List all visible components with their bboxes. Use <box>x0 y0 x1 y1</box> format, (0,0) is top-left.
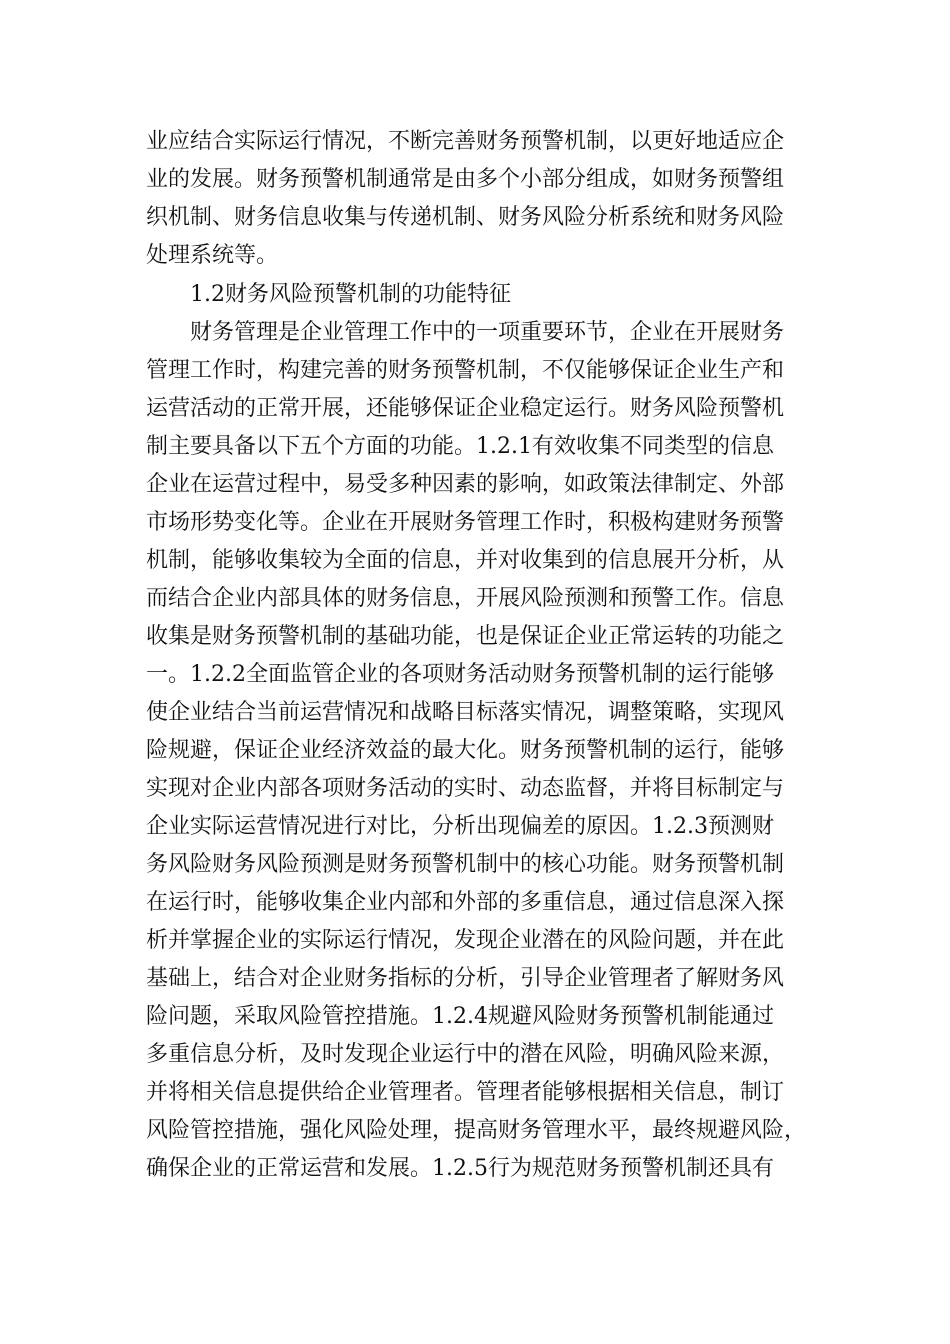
text-line: 织机制、财务信息收集与传递机制、财务风险分析系统和财务风险 <box>146 205 785 230</box>
paragraph-first-line: 财务管理是企业管理工作中的一项重要环节，企业在开展财务 <box>190 320 785 345</box>
section-heading: 1.2财务风险预警机制的功能特征 <box>190 282 511 307</box>
text-line: 而结合企业内部具体的财务信息，开展风险预测和预警工作。信息 <box>146 586 785 611</box>
text-line: 运营活动的正常开展，还能够保证企业稳定运行。财务风险预警机 <box>146 396 785 421</box>
text-line: 确保企业的正常运营和发展。1.2.5行为规范财务预警机制还具有 <box>146 1156 774 1181</box>
text-line: 析并掌握企业的实际运行情况，发现企业潜在的风险问题，并在此 <box>146 928 785 953</box>
text-line: 险规避，保证企业经济效益的最大化。财务预警机制的运行，能够 <box>146 738 785 763</box>
text-line: 处理系统等。 <box>146 243 279 268</box>
text-line: 一。1.2.2全面监管企业的各项财务活动财务预警机制的运行能够 <box>146 662 774 687</box>
text-line: 制主要具备以下五个方面的功能。1.2.1有效收集不同类型的信息 <box>146 434 774 459</box>
text-line: 并将相关信息提供给企业管理者。管理者能够根据相关信息，制订 <box>146 1080 785 1105</box>
text-line: 市场形势变化等。企业在开展财务管理工作时，积极构建财务预警 <box>146 510 785 535</box>
text-line: 收集是财务预警机制的基础功能，也是保证企业正常运转的功能之 <box>146 624 785 649</box>
text-line: 风险管控措施，强化风险处理，提高财务管理水平，最终规避风险， <box>146 1118 806 1143</box>
text-line: 业的发展。财务预警机制通常是由多个小部分组成，如财务预警组 <box>146 167 785 192</box>
text-line: 实现对企业内部各项财务活动的实时、动态监督，并将目标制定与 <box>146 776 785 801</box>
text-line: 务风险财务风险预测是财务预警机制中的核心功能。财务预警机制 <box>146 852 785 877</box>
text-line: 基础上，结合对企业财务指标的分析，引导企业管理者了解财务风 <box>146 966 785 991</box>
text-line: 管理工作时，构建完善的财务预警机制，不仅能够保证企业生产和 <box>146 358 785 383</box>
text-line: 多重信息分析，及时发现企业运行中的潜在风险，明确风险来源， <box>146 1042 785 1067</box>
text-line: 在运行时，能够收集企业内部和外部的多重信息，通过信息深入探 <box>146 890 785 915</box>
text-line: 企业实际运营情况进行对比，分析出现偏差的原因。1.2.3预测财 <box>146 814 774 839</box>
text-line: 企业在运营过程中，易受多种因素的影响，如政策法律制定、外部 <box>146 472 785 497</box>
text-line: 业应结合实际运行情况，不断完善财务预警机制，以更好地适应企 <box>146 129 785 154</box>
text-line: 险问题，采取风险管控措施。1.2.4规避风险财务预警机制能通过 <box>146 1004 774 1029</box>
text-line: 机制，能够收集较为全面的信息，并对收集到的信息展开分析，从 <box>146 548 785 573</box>
text-line: 使企业结合当前运营情况和战略目标落实情况，调整策略，实现风 <box>146 700 785 725</box>
